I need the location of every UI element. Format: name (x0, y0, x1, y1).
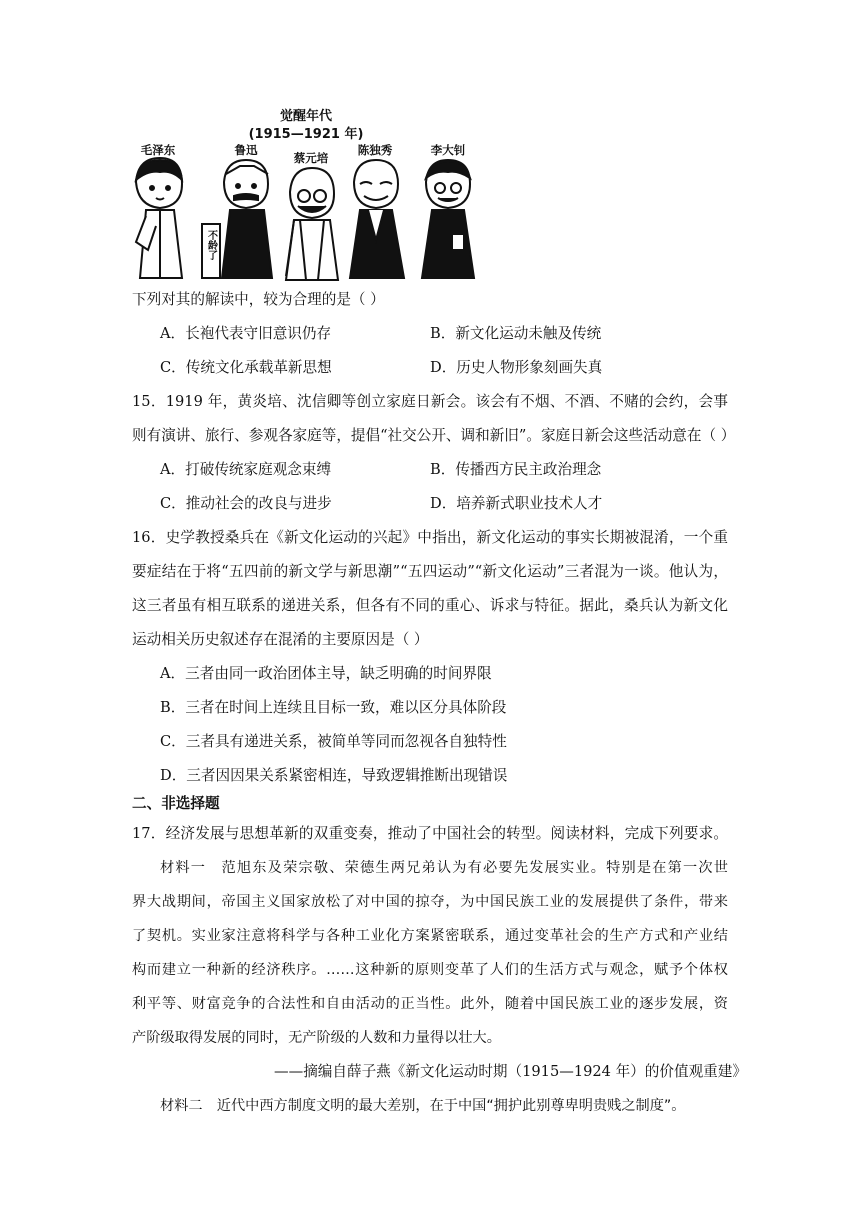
q16-line-3: 这三者虽有相互联系的递进关系，但各有不同的重心、诉求与特征。据此，桑兵认为新文化 (132, 597, 728, 614)
figure-name-li: 李大钊 (430, 143, 466, 157)
q17-material1-line-3: 了契机。实业家注意将科学与各种工业化方案紧密联系，通过变革社会的生产方式和产业结 (132, 928, 728, 944)
figure-name-chen: 陈独秀 (357, 143, 393, 157)
q17-material1-line-2: 界大战期间，帝国主义国家放松了对中国的掠夺，为中国民族工业的发展提供了条件，带来 (132, 894, 728, 910)
q17-material1-line-1: 材料一 范旭东及荣宗敬、荣德生两兄弟认为有必要先发展实业。特别是在第一次世 (160, 860, 728, 876)
figure-li-drawing (422, 160, 474, 278)
section-heading-nonchoice: 二、非选择题 (132, 795, 220, 812)
lu-sign-text: 不龄了 (205, 230, 217, 260)
q16-line-1: 16．史学教授桑兵在《新文化运动的兴起》中指出，新文化运动的事实长期被混淆，一个重 (132, 529, 728, 546)
q14-option-c[interactable]: C．传统文化承载革新思想 (160, 359, 332, 376)
q16-option-c[interactable]: C．三者具有递进关系，被简单等同而忽视各自独特性 (160, 733, 507, 750)
q14-option-a[interactable]: A．长袍代表守旧意识仍存 (160, 325, 332, 342)
figure-cai-drawing (286, 168, 338, 280)
q14-option-b[interactable]: B．新文化运动未触及传统 (430, 325, 602, 342)
q17-material1-line-6: 产阶级取得发展的同时，无产阶级的人数和力量得以壮大。 (132, 1030, 501, 1046)
q17-material2-line-1: 材料二 近代中西方制度文明的最大差别，在于中国“拥护此别尊卑明贵贱之制度”。 (160, 1098, 686, 1114)
q15-option-c[interactable]: C．推动社会的改良与进步 (160, 495, 332, 512)
q14-stem: 下列对其的解读中，较为合理的是（ ） (132, 291, 385, 308)
figure-lu-drawing (202, 160, 272, 278)
q14-option-d[interactable]: D．历史人物形象刻画失真 (430, 359, 603, 376)
q16-line-4: 运动相关历史叙述存在混淆的主要原因是（ ） (132, 631, 429, 648)
figure-name-lu: 鲁迅 (234, 143, 258, 157)
awakening-age-cartoon (128, 100, 488, 284)
q16-line-2: 要症结在于将“五四前的新文学与新思潮”“五四运动”“新文化运动”三者混为一谈。他认为， (132, 563, 728, 580)
q16-option-b[interactable]: B．三者在时间上连续且目标一致，难以区分具体阶段 (160, 699, 507, 716)
figure-mao-drawing (136, 158, 182, 278)
q17-material1-line-4: 构而建立一种新的经济秩序。……这种新的原则变革了人们的生活方式与观念，赋予个体权 (132, 962, 728, 978)
q15-option-b[interactable]: B．传播西方民主政治理念 (430, 461, 602, 478)
q16-option-a[interactable]: A．三者由同一政治团体主导，缺乏明确的时间界限 (160, 665, 492, 682)
cartoon-years: (1915—1921 年) (248, 127, 364, 142)
figure-chen-drawing (350, 160, 404, 278)
figure-name-mao: 毛泽东 (140, 143, 176, 157)
q15-option-a[interactable]: A．打破传统家庭观念束缚 (160, 461, 332, 478)
q15-option-d[interactable]: D．培养新式职业技术人才 (430, 495, 603, 512)
q17-material1-line-5: 利平等、财富竞争的合法性和自由活动的正当性。此外，随着中国民族工业的逐步发展，资 (132, 996, 728, 1012)
q15-line-2: 则有演讲、旅行、参观各家庭等，提倡“社交公开、调和新旧”。家庭日新会这些活动意在（ ） (132, 427, 736, 444)
q17-material1-source: ——摘编自薛子燕《新文化运动时期（1915—1924 年）的价值观重建》 (274, 1063, 747, 1080)
q16-option-d[interactable]: D．三者因因果关系紧密相连，导致逻辑推断出现错误 (160, 767, 508, 784)
q15-line-1: 15．1919 年，黄炎培、沈信卿等创立家庭日新会。该会有不烟、不酒、不赌的会约，会事 (132, 393, 728, 410)
figure-name-cai: 蔡元培 (293, 151, 329, 165)
q17-stem: 17．经济发展与思想革新的双重变奏，推动了中国社会的转型。阅读材料，完成下列要求。 (132, 825, 728, 842)
cartoon-title: 觉醒年代 (279, 109, 333, 124)
